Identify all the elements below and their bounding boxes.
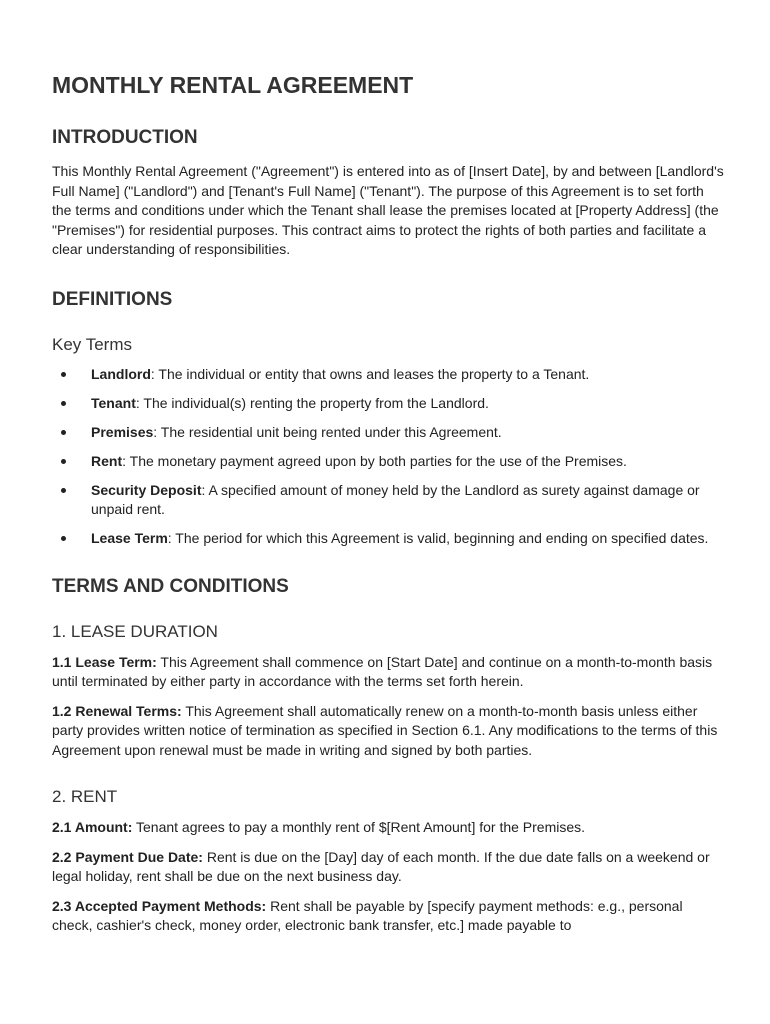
- bullet-icon: [61, 372, 66, 377]
- bullet-icon: [61, 459, 66, 464]
- term-name: Rent: [91, 452, 123, 469]
- list-item: [52, 365, 724, 385]
- introduction-text: This Monthly Rental Agreement ("Agreement") is entered into as of [Insert Date], by and between [Landlord's Full Name] ("Landlord") and [Tenant's Full Name] ("Tenant"). The purpose of this Agreement is to set forth the terms and conditions under which the Tenant shall lease the premises located at [Property Address] (the "Premises") for residential purposes. This contract aims to protect the rights of both parties and facilitate a clear understanding of responsibilities.: [52, 163, 724, 257]
- clause-text: Tenant agrees to pay a monthly rent of $[Rent Amount] for the Premises.: [132, 819, 586, 835]
- list-item: [52, 423, 724, 443]
- term-definition: : A specified amount of money held by the Landlord as surety against damage or unpaid rent.: [91, 481, 700, 517]
- clause-text: This Agreement shall commence on [Start Date] and continue on a month-to-month basis until terminated by either party in accordance with the terms set forth herein.: [52, 653, 713, 689]
- list-item: [52, 452, 724, 472]
- clause-2-1: [52, 818, 724, 838]
- term-name: Premises: [91, 423, 154, 440]
- key-terms-list: [52, 365, 724, 549]
- term-name: Landlord: [91, 365, 151, 382]
- term-definition: : The individual(s) renting the property from the Landlord.: [135, 394, 489, 411]
- clause-label: 2.1 Amount:: [52, 819, 133, 835]
- term-definition: : The monetary payment agreed upon by both parties for the use of the Premises.: [122, 452, 627, 469]
- list-item: [52, 394, 724, 414]
- document-title: MONTHLY RENTAL AGREEMENT: [52, 72, 414, 98]
- clause-text: Rent is due on the [Day] day of each month. If the due date falls on a weekend or legal holiday, rent shall be due on the next business day.: [52, 848, 710, 884]
- clause-label: 1.1 Lease Term:: [52, 653, 157, 670]
- clause-2-3: [52, 897, 724, 936]
- clause-label: 1.2 Renewal Terms:: [52, 702, 182, 719]
- clause-text: This Agreement shall automatically renew on a month-to-month basis unless either party provides written notice of termination as specified in Section 6.1. Any modifications to the terms of this Agreement upon renewal must be made in writing and signed by both parties.: [52, 702, 718, 758]
- clause-1-2: [52, 702, 724, 761]
- clause-label: 2.3 Accepted Payment Methods:: [52, 897, 267, 914]
- definitions-heading: DEFINITIONS: [52, 288, 173, 310]
- lease-duration-heading: 1. LEASE DURATION: [52, 621, 218, 641]
- terms-and-conditions-heading: TERMS AND CONDITIONS: [52, 575, 289, 597]
- bullet-icon: [61, 536, 66, 541]
- clause-1-1: [52, 653, 724, 692]
- term-name: Security Deposit: [91, 481, 202, 498]
- clause-text: Rent shall be payable by [specify payment methods: e.g., personal check, cashier's check, money order, electronic bank transfer, etc.] made payable to: [52, 897, 683, 933]
- list-item: [52, 529, 724, 549]
- introduction-heading: INTRODUCTION: [52, 127, 198, 148]
- term-definition: : The individual or entity that owns and leases the property to a Tenant.: [150, 365, 590, 382]
- key-terms-subheading: Key Terms: [52, 334, 132, 354]
- clause-2-2: [52, 848, 724, 887]
- clause-label: 2.2 Payment Due Date:: [52, 848, 203, 865]
- term-name: Lease Term: [91, 530, 168, 546]
- list-item: [52, 481, 724, 520]
- rent-heading: 2. RENT: [52, 787, 118, 806]
- bullet-icon: [61, 488, 66, 493]
- bullet-icon: [61, 401, 66, 406]
- term-name: Tenant: [91, 394, 136, 411]
- term-definition: : The period for which this Agreement is valid, beginning and ending on specified dates.: [167, 530, 709, 546]
- document-page: [52, 70, 724, 946]
- bullet-icon: [61, 430, 66, 435]
- term-definition: : The residential unit being rented under this Agreement.: [153, 423, 502, 440]
